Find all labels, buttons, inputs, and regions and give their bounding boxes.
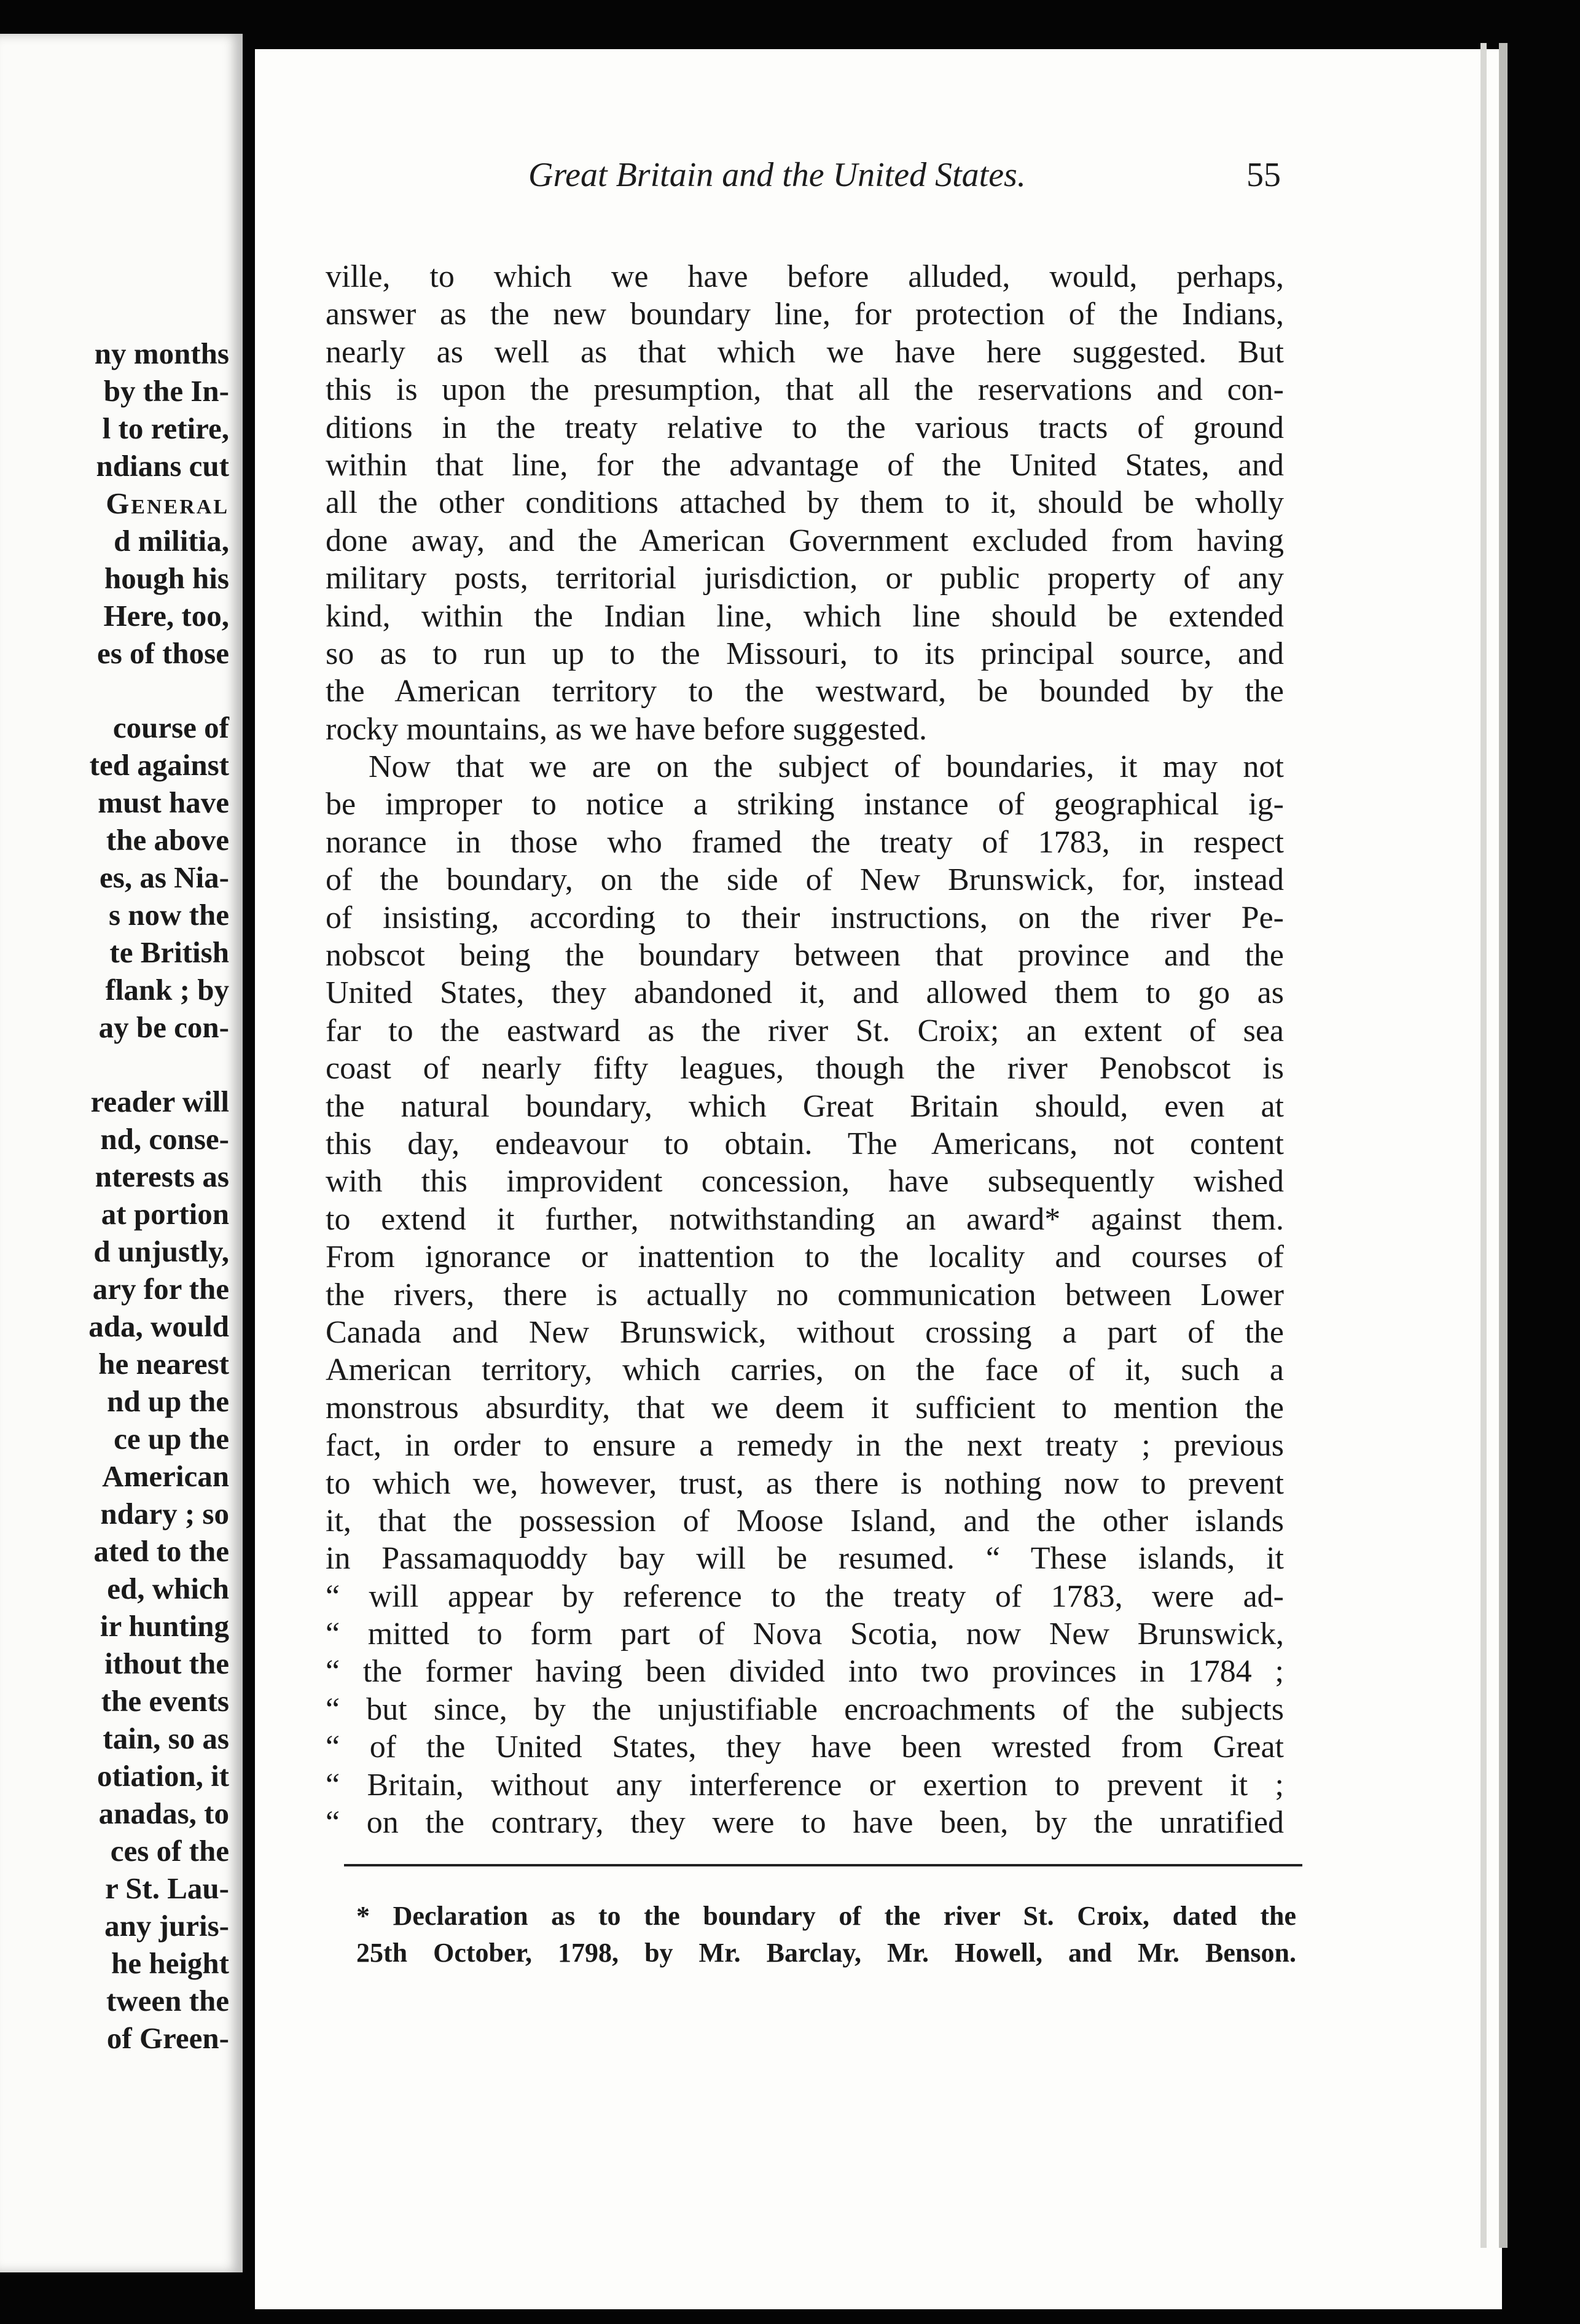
- left-line: hough his: [104, 561, 229, 595]
- text-line: answer as the new boundary line, for protection of the Indians,: [326, 297, 1284, 332]
- footnote: [356, 1898, 1296, 1971]
- left-page-text: [0, 335, 229, 2057]
- left-line: the above: [106, 823, 229, 857]
- left-line: flank ; by: [105, 973, 229, 1007]
- left-page-fragment: [0, 34, 243, 2272]
- text-line: to extend it further, notwithstanding an award* against them.: [326, 1201, 1284, 1237]
- text-line: be improper to notice a striking instance of geographical ig-: [326, 787, 1284, 822]
- main-text: [326, 258, 1284, 1841]
- left-line: te British: [109, 935, 229, 969]
- left-line: he nearest: [98, 1347, 229, 1381]
- footnote-line: * Declaration as to the boundary of the river St. Croix, dated the: [356, 1901, 1296, 1931]
- page-number: 55: [1246, 156, 1281, 194]
- text-line: American territory, which carries, on the face of it, such a: [326, 1352, 1284, 1388]
- text-line: nobscot being the boundary between that province and the: [326, 938, 1284, 973]
- left-line: at portion: [101, 1197, 229, 1231]
- text-line: of the boundary, on the side of New Brunswick, for, instead: [326, 862, 1284, 898]
- left-line: Here, too,: [103, 599, 229, 633]
- text-line: nearly as well as that which we have here suggested. But: [326, 334, 1284, 370]
- left-line: ted against: [89, 748, 229, 782]
- left-line: reader will: [90, 1085, 229, 1118]
- footnote-rule: [344, 1864, 1302, 1866]
- left-line: the events: [101, 1684, 229, 1718]
- left-line: ated to the: [93, 1534, 229, 1568]
- text-line: coast of nearly fifty leagues, though the river Penobscot is: [326, 1051, 1284, 1086]
- text-line: ditions in the treaty relative to the various tracts of ground: [326, 410, 1284, 445]
- left-line: ada, would: [88, 1309, 229, 1343]
- left-line: ay be con-: [98, 1010, 229, 1044]
- footnote-line: 25th October, 1798, by Mr. Barclay, Mr. Howell, and Mr. Benson.: [356, 1938, 1296, 1968]
- text-line: rocky mountains, as we have before suggested.: [326, 711, 928, 747]
- text-line: the rivers, there is actually no communication between Lower: [326, 1277, 1284, 1312]
- left-line: r St. Lau-: [105, 1871, 229, 1905]
- left-line: es of those: [96, 636, 229, 670]
- paragraph-start-line: Now that we are on the subject of boundaries, it may not: [369, 749, 1284, 785]
- left-line: any juris-: [104, 1909, 229, 1943]
- left-line: anadas, to: [98, 1796, 229, 1830]
- left-line: ir hunting: [100, 1609, 229, 1643]
- text-line: Canada and New Brunswick, without crossing a part of the: [326, 1314, 1284, 1350]
- text-line: of insisting, according to their instructions, on the river Pe-: [326, 900, 1284, 935]
- text-line: this is upon the presumption, that all the reservations and con-: [326, 372, 1284, 408]
- text-line: done away, and the American Government excluded from having: [326, 523, 1284, 558]
- page-edge: [1480, 43, 1487, 2248]
- left-line-gap: [0, 672, 229, 709]
- text-line: this day, endeavour to obtain. The Americans, not content: [326, 1126, 1284, 1161]
- left-line: ed, which: [107, 1572, 229, 1605]
- left-line: nterests as: [95, 1160, 229, 1193]
- text-line: far to the eastward as the river St. Croix; an extent of sea: [326, 1013, 1284, 1048]
- running-head: Great Britain and the United States.: [528, 156, 1026, 194]
- text-line: United States, they abandoned it, and allowed them to go as: [326, 975, 1284, 1011]
- text-line: “ but since, by the unjustifiable encroachments of the subjects: [326, 1691, 1284, 1727]
- text-line: military posts, territorial jurisdiction, or public property of any: [326, 561, 1284, 596]
- text-line: “ the former having been divided into two provinces in 1784 ;: [326, 1654, 1284, 1690]
- text-line: ville, to which we have before alluded, would, perhaps,: [326, 259, 1284, 294]
- text-line: it, that the possession of Moose Island, and the other islands: [326, 1503, 1284, 1538]
- left-line: d militia,: [114, 524, 229, 558]
- left-line: s now the: [108, 898, 229, 932]
- left-line: nd up the: [107, 1384, 229, 1418]
- left-line: tween the: [106, 1984, 229, 2018]
- text-line: “ will appear by reference to the treaty of 1783, were ad-: [326, 1578, 1284, 1614]
- left-line: ithout the: [104, 1647, 229, 1680]
- left-line: ce up the: [114, 1422, 229, 1456]
- left-line: ndary ; so: [100, 1497, 229, 1530]
- left-line-gap: [0, 1046, 229, 1083]
- left-line: must have: [98, 786, 229, 819]
- left-line: by the In-: [103, 374, 229, 408]
- text-line: From ignorance or inattention to the locality and courses of: [326, 1239, 1284, 1275]
- left-line: otiation, it: [96, 1759, 229, 1793]
- left-line: es, as Nia-: [100, 860, 229, 894]
- left-line: ary for the: [92, 1272, 229, 1306]
- text-line: kind, within the Indian line, which line should be extended: [326, 598, 1284, 634]
- text-line: the natural boundary, which Great Britain should, even at: [326, 1088, 1284, 1124]
- left-line: nd, conse-: [100, 1122, 229, 1156]
- left-line: l to retire,: [102, 411, 229, 445]
- text-line: “ on the contrary, they were to have been, by the unratified: [326, 1805, 1284, 1841]
- left-line: he height: [111, 1946, 229, 1980]
- left-line: General: [106, 486, 229, 520]
- text-line: the American territory to the westward, be bounded by the: [326, 674, 1284, 709]
- text-line: to which we, however, trust, as there is nothing now to prevent: [326, 1465, 1284, 1501]
- left-line: American: [102, 1459, 229, 1493]
- text-line: in Passamaquoddy bay will be resumed. “ These islands, it: [326, 1541, 1284, 1577]
- text-line: “ mitted to form part of Nova Scotia, now New Brunswick,: [326, 1616, 1284, 1652]
- text-line: with this improvident concession, have subsequently wished: [326, 1164, 1284, 1199]
- left-line: ndians cut: [96, 449, 229, 483]
- text-line: norance in those who framed the treaty of 1783, in respect: [326, 824, 1284, 860]
- text-line: fact, in order to ensure a remedy in the next treaty ; previous: [326, 1428, 1284, 1464]
- text-line: all the other conditions attached by them to it, should be wholly: [326, 485, 1284, 521]
- left-line: d unjustly,: [93, 1234, 229, 1268]
- text-line: “ of the United States, they have been wrested from Great: [326, 1729, 1284, 1765]
- text-line: monstrous absurdity, that we deem it sufficient to mention the: [326, 1390, 1284, 1425]
- text-line: so as to run up to the Missouri, to its principal source, and: [326, 636, 1284, 671]
- left-line: ces of the: [110, 1834, 229, 1868]
- left-line: of Green-: [106, 2021, 229, 2055]
- page-edge: [1499, 43, 1508, 2248]
- page-header: [528, 150, 1281, 206]
- left-line: tain, so as: [103, 1722, 229, 1755]
- text-line: within that line, for the advantage of the United States, and: [326, 447, 1284, 483]
- left-line: ny months: [94, 337, 229, 370]
- text-line: “ Britain, without any interference or exertion to prevent it ;: [326, 1767, 1284, 1803]
- left-line: course of: [112, 711, 229, 744]
